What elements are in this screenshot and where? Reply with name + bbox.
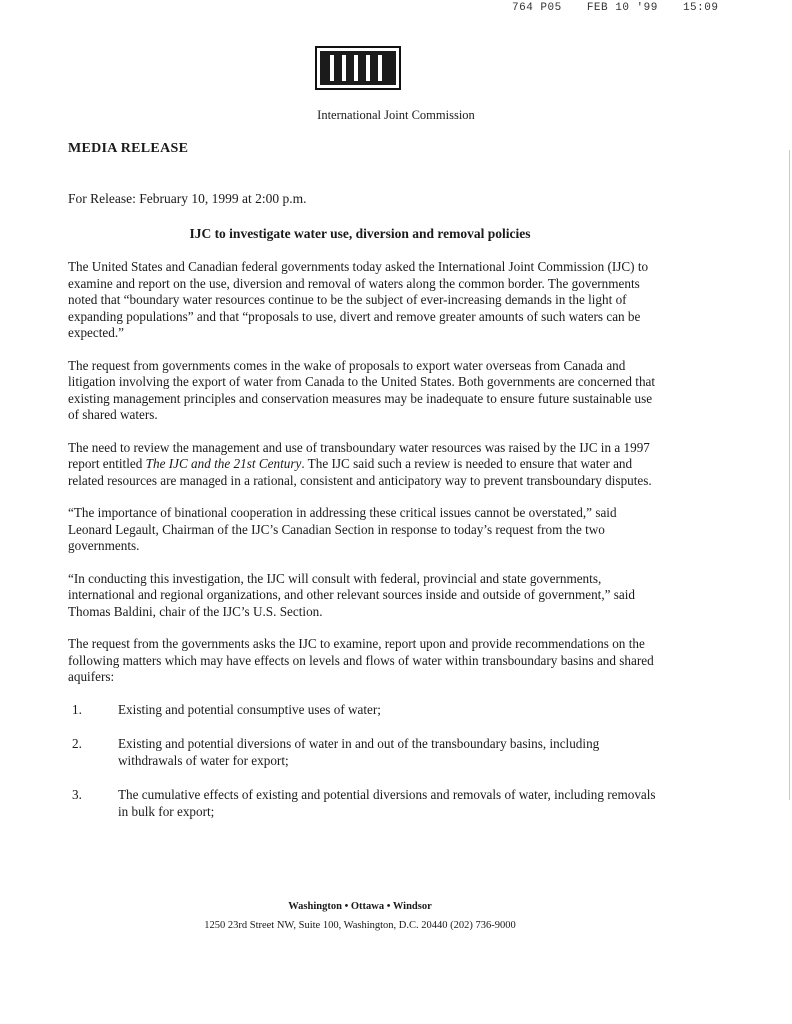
fax-header (512, 2, 782, 14)
paragraph: “The importance of binational cooperation in addressing these critical issues cannot be overstated,” said Leonard Legault, Chairman of the IJC’s Canadian Section in response to today’s request from the two governments. (68, 505, 617, 553)
paragraph-text: . The IJC said such a review is needed to ensure that water and related resources are managed in a rational, consistent and anticipatory way to prevent transboundary disputes. (68, 456, 652, 488)
list-item (68, 787, 656, 820)
release-body (68, 259, 656, 838)
fax-number: 764 P05 (512, 2, 562, 14)
list-item (68, 702, 656, 719)
paragraph: “In conducting this investigation, the IJC will consult with federal, provincial and state governments, international and regional organizations, and other relevant sources inside and outside of government,” said Thomas Baldini, chair of the IJC’s U.S. Section. (68, 570, 636, 619)
paragraph: The request from governments comes in the wake of proposals to export water overseas from Canada and litigation involving the export of water from Canada to the United States. Both governments are concerned that existing management principles and conservation measures may be inadequate to ensure future sustainable use of shared waters. (68, 357, 656, 422)
ijc-logo-icon (315, 46, 401, 90)
paragraph (68, 440, 656, 490)
list-text: Existing and potential diversions of water in and out of the transboundary basins, including withdrawals of water for export; (118, 736, 600, 768)
paragraph: The United States and Canadian federal governments today asked the International Joint Commission (IJC) to examine and report on the use, diversion and removal of waters along the common border. The governments noted that “boundary water resources continue to be the subject of ever-increasing demands in the light of expanding populations” and that “proposals to use, divert and remove greater amounts of such waters can be expected.” (68, 259, 649, 340)
fax-time: 15:09 (682, 2, 719, 14)
paragraph: The request from the governments asks the IJC to examine, report upon and provide recommendations on the following matters which may have effects on levels and flows of water within transboundary basins and shared aquifers: (68, 636, 654, 684)
footer-address: 1250 23rd Street NW, Suite 100, Washington, D.C. 20440 (202) 736-9000 (204, 920, 516, 931)
page-edge-divider (789, 150, 790, 800)
list-number: 1. (72, 701, 82, 717)
list-number: 3. (72, 787, 82, 802)
paragraph-text: The need to review the management and use of transboundary water resources was raised by the IJC in a 1997 report entitled (68, 439, 650, 471)
document-type: MEDIA RELEASE (68, 141, 189, 156)
list-number: 2. (72, 736, 82, 751)
matters-list (68, 702, 656, 821)
list-text: Existing and potential consumptive uses of water; (118, 701, 381, 717)
fax-date: FEB 10 '99 (586, 2, 658, 14)
release-date: For Release: February 10, 1999 at 2:00 p.m. (68, 191, 307, 206)
headline: IJC to investigate water use, diversion and removal policies (189, 226, 531, 241)
report-title: The IJC and the 21st Century (145, 456, 302, 471)
list-item (68, 736, 656, 769)
organization-name: International Joint Commission (317, 108, 475, 122)
footer-cities: Washington • Ottawa • Windsor (288, 901, 432, 912)
list-text: The cumulative effects of existing and potential diversions and removals of water, including removals in bulk for export; (118, 787, 656, 819)
